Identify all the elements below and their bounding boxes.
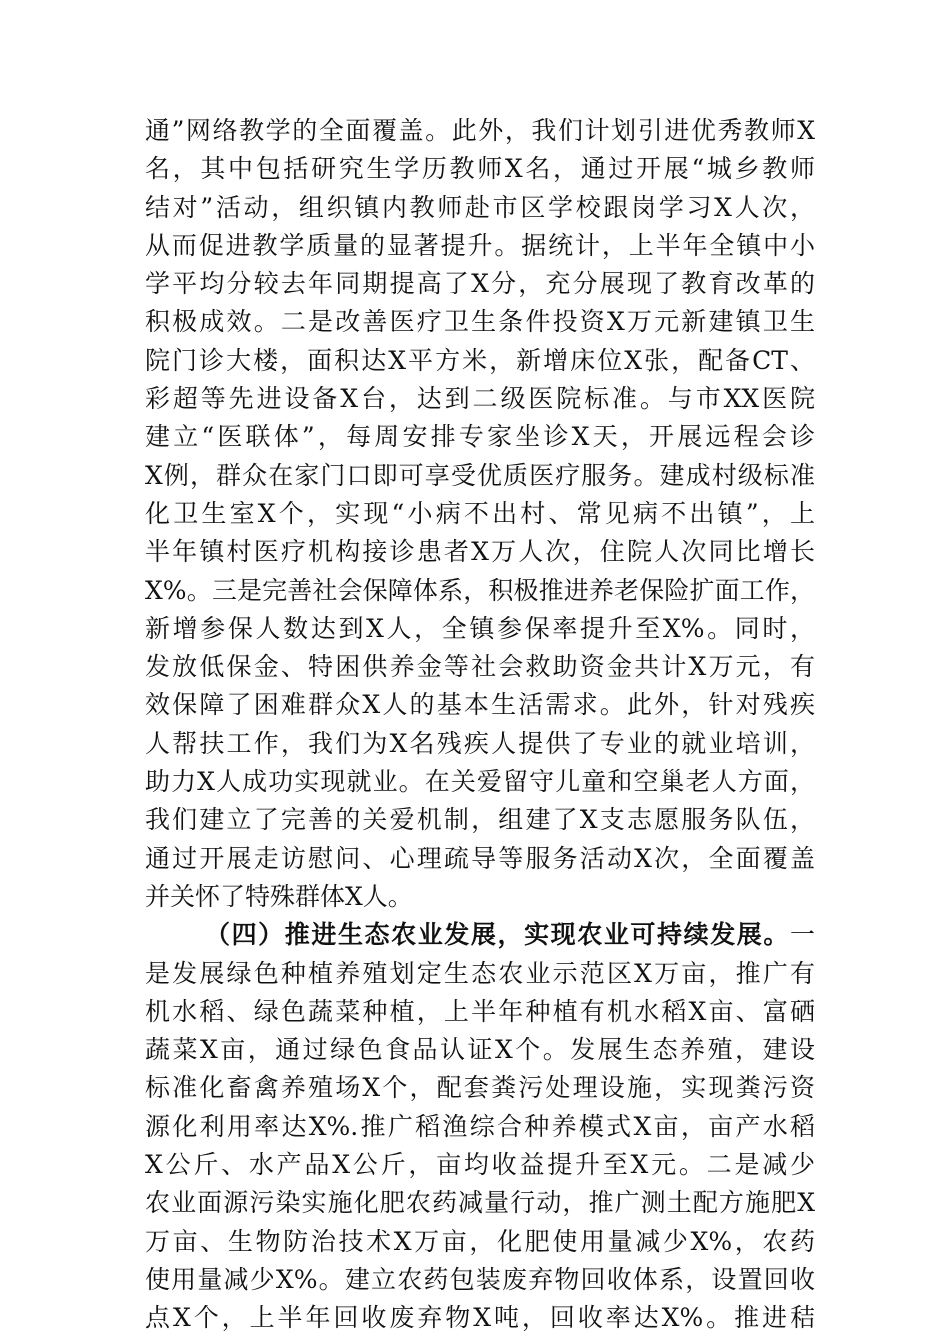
paragraph-section-4 bbox=[145, 916, 815, 1337]
text-line: 结对”活动，组织镇内教师赴市区学校跟岗学习X人次， bbox=[145, 192, 815, 222]
text-line: X公斤、水产品X公斤，亩均收益提升至X元。二是减少 bbox=[145, 1150, 815, 1180]
text-line: 并关怀了特殊群体X人。 bbox=[145, 881, 413, 911]
text-line: 人帮扶工作，我们为X名残疾人提供了专业的就业培训， bbox=[145, 728, 815, 758]
text-line: 学平均分较去年同期提高了X分，充分展现了教育改革的 bbox=[145, 269, 815, 299]
text-line: 效保障了困难群众X人的基本生活需求。此外，针对残疾 bbox=[145, 690, 815, 720]
section-heading: （四）推进生态农业发展，实现农业可持续发展。 bbox=[205, 920, 790, 950]
text-line: 助力X人成功实现就业。在关爱留守儿童和空巢老人方面， bbox=[145, 767, 815, 797]
text-line: 化卫生室X个，实现“小病不出村、常见病不出镇”，上 bbox=[145, 498, 815, 528]
paragraph-social-services bbox=[145, 112, 815, 916]
text-line: 从而促进教学质量的显著提升。据统计，上半年全镇中小 bbox=[145, 230, 815, 260]
text-line: 院门诊大楼，面积达X平方米，新增床位X张，配备CT、 bbox=[145, 345, 815, 375]
text-line: 农业面源污染实施化肥农药减量行动，推广测土配方施肥X bbox=[145, 1188, 815, 1218]
text-line: X例，群众在家门口即可享受优质医疗服务。建成村级标准 bbox=[145, 460, 815, 490]
text-line: 彩超等先进设备X台，达到二级医院标准。与市XX医院 bbox=[145, 384, 815, 414]
text-line: 通过开展走访慰问、心理疏导等服务活动X次，全面覆盖 bbox=[145, 843, 815, 873]
document-body bbox=[145, 112, 815, 1338]
text-line: 万亩、生物防治技术X万亩，化肥使用量减少X%，农药 bbox=[145, 1226, 815, 1256]
text-line: 标准化畜禽养殖场X个，配套粪污处理设施，实现粪污资 bbox=[145, 1073, 815, 1103]
text-line: 点X个，上半年回收废弃物X吨，回收率达X%。推进秸 bbox=[145, 1303, 815, 1333]
text-line: 建立“医联体”，每周安排专家坐诊X天，开展远程会诊 bbox=[145, 422, 815, 452]
text-line: 源化利用率达X%.推广稻渔综合种养模式X亩，亩产水稻 bbox=[145, 1111, 815, 1141]
text-line: 发放低保金、特困供养金等社会救助资金共计X万元，有 bbox=[145, 652, 815, 682]
text-line: 名，其中包括研究生学历教师X名，通过开展“城乡教师 bbox=[145, 154, 815, 184]
text-line: 新增参保人数达到X人，全镇参保率提升至X%。同时， bbox=[145, 613, 815, 643]
section-heading-line bbox=[145, 916, 815, 954]
text-line: 使用量减少X%。建立农药包装废弃物回收体系，设置回收 bbox=[145, 1264, 815, 1294]
text-line: 我们建立了完善的关爱机制，组建了X支志愿服务队伍， bbox=[145, 805, 815, 835]
text-line: X%。三是完善社会保障体系，积极推进养老保险扩面工作， bbox=[145, 575, 815, 605]
text-line: 蔬菜X亩，通过绿色食品认证X个。发展生态养殖，建设 bbox=[145, 1035, 815, 1065]
text-line: 机水稻、绿色蔬菜种植，上半年种植有机水稻X亩、富硒 bbox=[145, 996, 815, 1026]
text-line: 是发展绿色种植养殖划定生态农业示范区X万亩，推广有 bbox=[145, 958, 815, 988]
text-line: 积极成效。二是改善医疗卫生条件投资X万元新建镇卫生 bbox=[145, 307, 815, 337]
heading-line-tail: 一 bbox=[789, 920, 815, 950]
text-line: 通”网络教学的全面覆盖。此外，我们计划引进优秀教师X bbox=[145, 116, 815, 145]
text-line: 半年镇村医疗机构接诊患者X万人次，住院人次同比增长 bbox=[145, 537, 815, 567]
